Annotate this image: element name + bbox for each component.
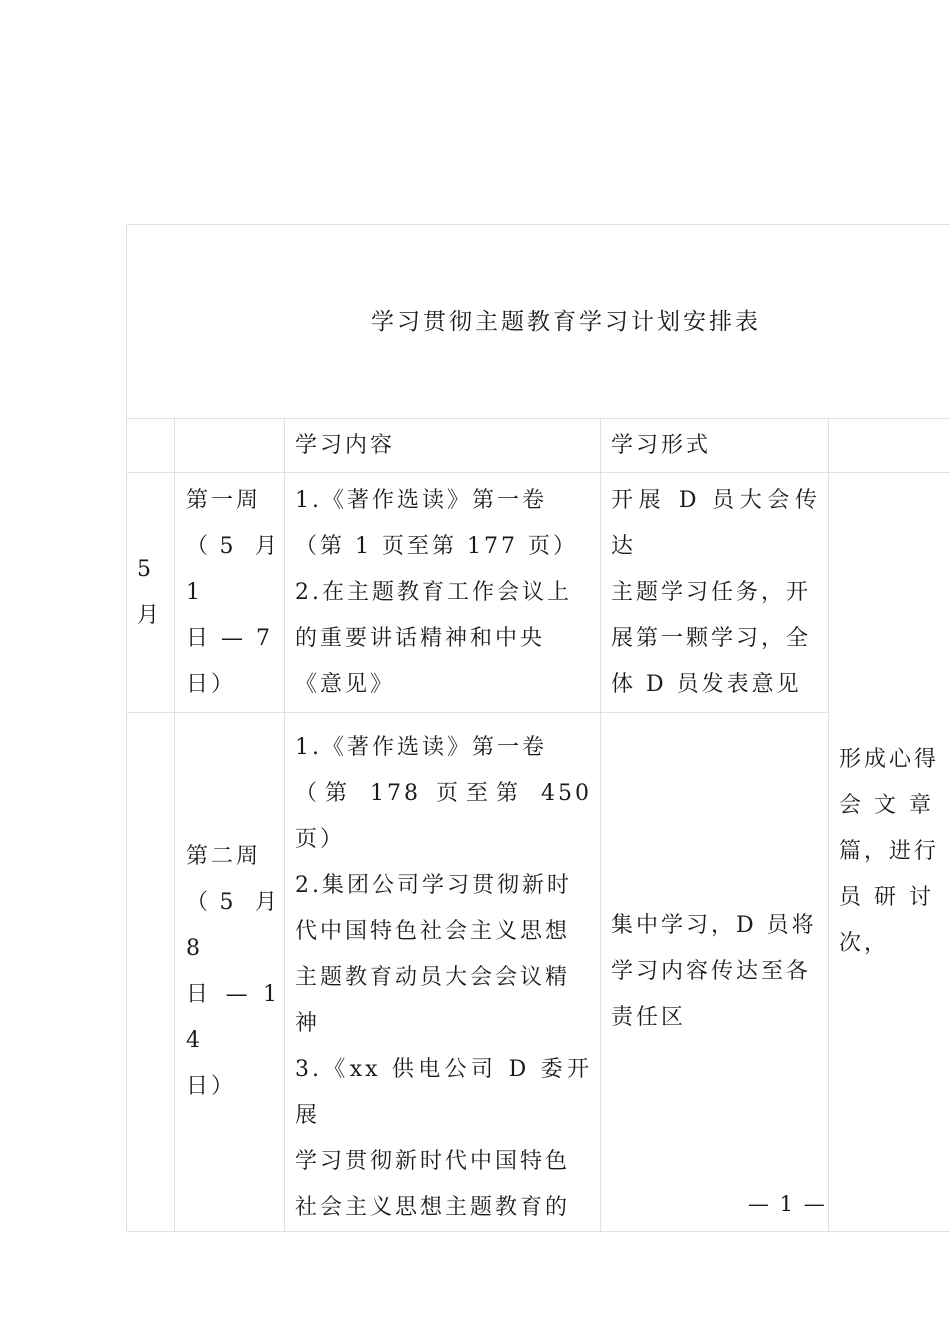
month-cell-empty [127,713,175,1232]
form-line: 集中学习，D 员将 [611,913,817,938]
form-cell-1 [601,473,829,713]
outcome-cell [829,473,950,1232]
content-line: 2.在主题教育工作会议上 [295,579,572,605]
content-line: （第 178 页至第 450 页） [295,781,592,852]
form-line: 责任区 [611,1005,687,1030]
form-line: 主题学习任务，开 [611,579,812,605]
week-line: 第二周 [186,844,262,869]
week-cell-1 [175,473,285,713]
outcome-line: 次， [839,931,890,956]
week-cell-2 [175,713,285,1232]
header-empty-outcome [829,419,950,473]
week-line: 日） [186,671,237,697]
form-line: 展第一颗学习，全 [611,625,812,651]
content-cell-2 [285,713,601,1232]
content-line: 神 [295,1011,321,1036]
content-line: 1.《著作选读》第一卷 [295,487,547,513]
header-content: 学习内容 [285,419,601,473]
content-line: 的重要讲话精神和中央 [295,625,546,651]
content-line: 1.《著作选读》第一卷 [295,735,547,760]
week-line: 日 — 14 [186,982,280,1053]
content-cell-1 [285,473,601,713]
week-line: （5 月 8 [186,890,280,961]
table-title: 学习贯彻主题教育学习计划安排表 [371,308,761,335]
outcome-line: 会 文 章 [839,793,934,818]
content-line: 3.《xx 供电公司 D 委开展 [295,1057,592,1128]
week-line: 第一周 [186,487,262,513]
form-line: 体 D 员发表意见 [611,671,802,697]
header-empty-month [127,419,175,473]
month-cell [127,473,175,713]
content-line: 2.集团公司学习贯彻新时 [295,873,572,898]
content-line: 社会主义思想主题教育的 [295,1195,571,1220]
content-line: （第 1 页至第 177 页） [295,533,578,559]
header-empty-week [175,419,285,473]
page-number: — 1 — [748,1192,827,1216]
form-line: 开展 D 员大会传达 [611,487,820,559]
form-line: 学习内容传达至各 [611,959,812,984]
content-line: 代中国特色社会主义思想 [295,919,571,944]
month-label: 5月 [137,556,163,628]
content-line: 主题教育动员大会会议精 [295,965,571,990]
study-plan-table [126,224,950,1232]
week-line: （5 月 1 [186,533,280,605]
content-line: 《意见》 [295,671,396,697]
outcome-line: 篇，进行 [839,839,940,864]
form-cell-2 [601,713,829,1232]
content-line: 学习贯彻新时代中国特色 [295,1149,571,1174]
outcome-line: 形成心得 [839,747,940,772]
week-line: 日） [186,1074,237,1099]
header-form: 学习形式 [601,419,829,473]
table-title-cell [127,225,950,419]
outcome-line: 员 研 讨 [839,885,934,910]
week-line: 日 — 7 [186,625,273,651]
